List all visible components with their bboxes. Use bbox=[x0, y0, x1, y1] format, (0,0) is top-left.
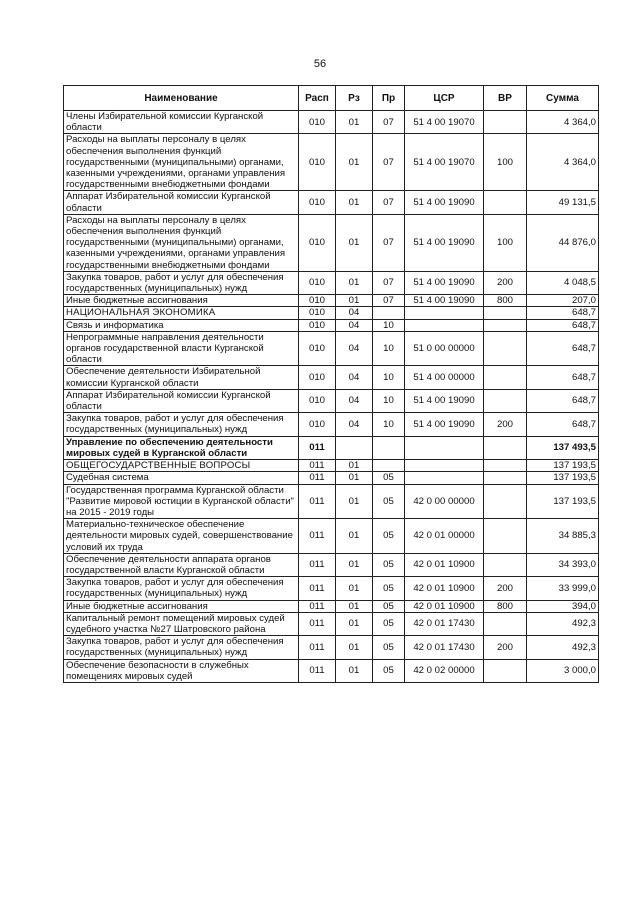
table-row bbox=[64, 389, 599, 412]
cell-rz: 01 bbox=[336, 214, 373, 271]
cell-sum: 4 364,0 bbox=[527, 134, 599, 191]
cell-rasp: 010 bbox=[299, 413, 336, 436]
table-row bbox=[64, 484, 599, 519]
cell-name: Члены Избирательной комиссии Курганской области bbox=[64, 111, 299, 134]
cell-sum: 49 131,5 bbox=[527, 191, 599, 214]
cell-vr bbox=[484, 389, 527, 412]
cell-vr bbox=[484, 519, 527, 554]
cell-rasp: 011 bbox=[299, 636, 336, 659]
table-row bbox=[64, 191, 599, 214]
cell-pr: 10 bbox=[373, 319, 405, 331]
cell-vr bbox=[484, 612, 527, 635]
cell-name: Обеспечение деятельности аппарата органов государственной власти Курганской области bbox=[64, 553, 299, 576]
cell-name: Обеспечение деятельности Избирательной комиссии Курганской области bbox=[64, 366, 299, 389]
cell-name: Иные бюджетные ассигнования bbox=[64, 600, 299, 612]
cell-pr: 05 bbox=[373, 484, 405, 519]
cell-name: Связь и информатика bbox=[64, 319, 299, 331]
cell-vr bbox=[484, 553, 527, 576]
cell-csr: 51 4 00 19090 bbox=[405, 214, 484, 271]
cell-vr bbox=[484, 366, 527, 389]
cell-name: Управление по обеспечению деятельности мировых судей в Курганской области bbox=[64, 436, 299, 459]
cell-vr: 200 bbox=[484, 413, 527, 436]
cell-pr: 07 bbox=[373, 191, 405, 214]
cell-name: Непрограммные направления деятельности органов государственной власти Курганской области bbox=[64, 331, 299, 366]
cell-name: Закупка товаров, работ и услуг для обеспечения государственных (муниципальных) нужд bbox=[64, 577, 299, 600]
cell-rasp: 010 bbox=[299, 366, 336, 389]
cell-sum: 34 885,3 bbox=[527, 519, 599, 554]
cell-csr bbox=[405, 319, 484, 331]
header-csr: ЦСР bbox=[405, 86, 484, 111]
header-pr: Пр bbox=[373, 86, 405, 111]
cell-sum: 44 876,0 bbox=[527, 214, 599, 271]
table-row bbox=[64, 600, 599, 612]
cell-rz: 01 bbox=[336, 134, 373, 191]
cell-rasp: 011 bbox=[299, 577, 336, 600]
cell-rasp: 010 bbox=[299, 295, 336, 307]
cell-sum: 394,0 bbox=[527, 600, 599, 612]
cell-pr: 05 bbox=[373, 577, 405, 600]
cell-pr: 10 bbox=[373, 331, 405, 366]
table-row bbox=[64, 331, 599, 366]
header-rasp: Расп bbox=[299, 86, 336, 111]
cell-rz: 01 bbox=[336, 600, 373, 612]
cell-sum: 137 193,5 bbox=[527, 472, 599, 484]
cell-rz: 04 bbox=[336, 389, 373, 412]
cell-sum: 648,7 bbox=[527, 307, 599, 319]
cell-vr bbox=[484, 319, 527, 331]
cell-rz: 01 bbox=[336, 577, 373, 600]
cell-pr bbox=[373, 460, 405, 472]
table-row bbox=[64, 307, 599, 319]
table-row bbox=[64, 295, 599, 307]
table-row bbox=[64, 214, 599, 271]
cell-csr: 42 0 01 17430 bbox=[405, 612, 484, 635]
cell-sum: 492,3 bbox=[527, 612, 599, 635]
cell-rasp: 010 bbox=[299, 331, 336, 366]
cell-rasp: 010 bbox=[299, 319, 336, 331]
cell-rz: 01 bbox=[336, 519, 373, 554]
cell-csr bbox=[405, 436, 484, 459]
table-row bbox=[64, 577, 599, 600]
cell-pr bbox=[373, 307, 405, 319]
cell-pr: 07 bbox=[373, 295, 405, 307]
cell-vr: 800 bbox=[484, 295, 527, 307]
header-name: Наименование bbox=[64, 86, 299, 111]
table-row bbox=[64, 271, 599, 294]
cell-rasp: 011 bbox=[299, 519, 336, 554]
cell-rz: 01 bbox=[336, 659, 373, 682]
table-row bbox=[64, 111, 599, 134]
table-row bbox=[64, 519, 599, 554]
cell-sum: 648,7 bbox=[527, 319, 599, 331]
cell-vr bbox=[484, 111, 527, 134]
cell-sum: 207,0 bbox=[527, 295, 599, 307]
cell-csr: 51 4 00 19090 bbox=[405, 389, 484, 412]
cell-rz: 01 bbox=[336, 472, 373, 484]
cell-sum: 648,7 bbox=[527, 331, 599, 366]
cell-name: Аппарат Избирательной комиссии Курганской области bbox=[64, 389, 299, 412]
cell-name: Материально-техническое обеспечение деятельности мировых судей, совершенствование условий их труда bbox=[64, 519, 299, 554]
cell-rz: 01 bbox=[336, 484, 373, 519]
cell-csr: 42 0 01 10900 bbox=[405, 577, 484, 600]
cell-sum: 648,7 bbox=[527, 366, 599, 389]
table-row bbox=[64, 319, 599, 331]
table-row bbox=[64, 659, 599, 682]
cell-csr: 42 0 00 00000 bbox=[405, 484, 484, 519]
cell-rasp: 011 bbox=[299, 436, 336, 459]
cell-sum: 648,7 bbox=[527, 413, 599, 436]
cell-pr: 05 bbox=[373, 600, 405, 612]
cell-pr: 05 bbox=[373, 553, 405, 576]
header-sum: Сумма bbox=[527, 86, 599, 111]
budget-table bbox=[63, 85, 599, 683]
cell-sum: 137 193,5 bbox=[527, 460, 599, 472]
cell-sum: 4 048,5 bbox=[527, 271, 599, 294]
cell-vr bbox=[484, 659, 527, 682]
cell-rasp: 011 bbox=[299, 659, 336, 682]
cell-name: Расходы на выплаты персоналу в целях обеспечения выполнения функций государственными (муниципальными) органами, казенными учреждениями, органами управления государственными внебюджетными фондами bbox=[64, 214, 299, 271]
cell-pr: 10 bbox=[373, 389, 405, 412]
cell-csr: 51 4 00 19090 bbox=[405, 295, 484, 307]
cell-rasp: 010 bbox=[299, 214, 336, 271]
cell-sum: 34 393,0 bbox=[527, 553, 599, 576]
cell-pr: 05 bbox=[373, 636, 405, 659]
cell-pr: 05 bbox=[373, 612, 405, 635]
cell-vr bbox=[484, 484, 527, 519]
cell-pr: 05 bbox=[373, 659, 405, 682]
table-row bbox=[64, 436, 599, 459]
cell-rz: 01 bbox=[336, 553, 373, 576]
cell-sum: 3 000,0 bbox=[527, 659, 599, 682]
cell-csr: 51 4 00 19090 bbox=[405, 191, 484, 214]
cell-rasp: 011 bbox=[299, 484, 336, 519]
cell-pr bbox=[373, 436, 405, 459]
cell-csr: 42 0 01 10900 bbox=[405, 553, 484, 576]
cell-name: Обеспечение безопасности в служебных помещениях мировых судей bbox=[64, 659, 299, 682]
cell-sum: 648,7 bbox=[527, 389, 599, 412]
cell-rasp: 011 bbox=[299, 600, 336, 612]
cell-vr: 800 bbox=[484, 600, 527, 612]
table-row bbox=[64, 636, 599, 659]
cell-rz: 04 bbox=[336, 413, 373, 436]
cell-sum: 33 999,0 bbox=[527, 577, 599, 600]
cell-csr: 51 4 00 00000 bbox=[405, 366, 484, 389]
header-vr: ВР bbox=[484, 86, 527, 111]
cell-sum: 4 364,0 bbox=[527, 111, 599, 134]
cell-name: НАЦИОНАЛЬНАЯ ЭКОНОМИКА bbox=[64, 307, 299, 319]
table-row bbox=[64, 612, 599, 635]
cell-vr bbox=[484, 191, 527, 214]
cell-name: Аппарат Избирательной комиссии Курганской области bbox=[64, 191, 299, 214]
cell-sum: 492,3 bbox=[527, 636, 599, 659]
cell-rasp: 011 bbox=[299, 553, 336, 576]
cell-pr: 05 bbox=[373, 472, 405, 484]
cell-csr: 51 4 00 19090 bbox=[405, 413, 484, 436]
cell-rasp: 011 bbox=[299, 460, 336, 472]
cell-vr: 100 bbox=[484, 214, 527, 271]
cell-name: Закупка товаров, работ и услуг для обеспечения государственных (муниципальных) нужд bbox=[64, 636, 299, 659]
cell-rasp: 010 bbox=[299, 307, 336, 319]
cell-csr bbox=[405, 472, 484, 484]
cell-csr: 51 4 00 19070 bbox=[405, 111, 484, 134]
cell-vr bbox=[484, 436, 527, 459]
cell-pr: 05 bbox=[373, 519, 405, 554]
cell-name: Государственная программа Курганской области "Развитие мировой юстиции в Курганской области" на 2015 - 2019 годы bbox=[64, 484, 299, 519]
cell-rz: 01 bbox=[336, 271, 373, 294]
cell-rasp: 011 bbox=[299, 612, 336, 635]
header-rz: Рз bbox=[336, 86, 373, 111]
cell-csr: 51 4 00 19090 bbox=[405, 271, 484, 294]
cell-rz: 01 bbox=[336, 191, 373, 214]
cell-rz: 01 bbox=[336, 612, 373, 635]
cell-rasp: 011 bbox=[299, 472, 336, 484]
cell-vr bbox=[484, 331, 527, 366]
cell-csr: 42 0 01 17430 bbox=[405, 636, 484, 659]
cell-csr bbox=[405, 307, 484, 319]
cell-sum: 137 193,5 bbox=[527, 484, 599, 519]
cell-rasp: 010 bbox=[299, 191, 336, 214]
cell-csr: 51 0 00 00000 bbox=[405, 331, 484, 366]
cell-name: Судебная система bbox=[64, 472, 299, 484]
page-number: 56 bbox=[313, 58, 327, 70]
cell-rz bbox=[336, 436, 373, 459]
cell-rz: 04 bbox=[336, 331, 373, 366]
cell-rz: 01 bbox=[336, 636, 373, 659]
table-header-row bbox=[64, 86, 599, 111]
cell-csr: 51 4 00 19070 bbox=[405, 134, 484, 191]
table-row bbox=[64, 553, 599, 576]
cell-pr: 07 bbox=[373, 134, 405, 191]
cell-rz: 04 bbox=[336, 319, 373, 331]
cell-csr bbox=[405, 460, 484, 472]
cell-rz: 04 bbox=[336, 307, 373, 319]
cell-rz: 01 bbox=[336, 295, 373, 307]
cell-pr: 07 bbox=[373, 271, 405, 294]
cell-name: Капитальный ремонт помещений мировых судей судебного участка №27 Шатровского района bbox=[64, 612, 299, 635]
cell-name: Иные бюджетные ассигнования bbox=[64, 295, 299, 307]
cell-csr: 42 0 01 00000 bbox=[405, 519, 484, 554]
cell-vr: 100 bbox=[484, 134, 527, 191]
cell-rz: 01 bbox=[336, 111, 373, 134]
table-row bbox=[64, 472, 599, 484]
cell-rasp: 010 bbox=[299, 111, 336, 134]
cell-pr: 10 bbox=[373, 366, 405, 389]
cell-rz: 01 bbox=[336, 460, 373, 472]
cell-pr: 07 bbox=[373, 214, 405, 271]
cell-name: ОБЩЕГОСУДАРСТВЕННЫЕ ВОПРОСЫ bbox=[64, 460, 299, 472]
cell-rasp: 010 bbox=[299, 134, 336, 191]
cell-vr bbox=[484, 307, 527, 319]
cell-sum: 137 493,5 bbox=[527, 436, 599, 459]
cell-name: Расходы на выплаты персоналу в целях обеспечения выполнения функций государственными (муниципальными) органами, казенными учреждениями, органами управления государственными внебюджетными фондами bbox=[64, 134, 299, 191]
cell-csr: 42 0 01 10900 bbox=[405, 600, 484, 612]
cell-vr: 200 bbox=[484, 636, 527, 659]
cell-rasp: 010 bbox=[299, 389, 336, 412]
table-row bbox=[64, 134, 599, 191]
table-row bbox=[64, 413, 599, 436]
cell-pr: 07 bbox=[373, 111, 405, 134]
table-row bbox=[64, 366, 599, 389]
cell-csr: 42 0 02 00000 bbox=[405, 659, 484, 682]
cell-vr: 200 bbox=[484, 577, 527, 600]
cell-rasp: 010 bbox=[299, 271, 336, 294]
cell-rz: 04 bbox=[336, 366, 373, 389]
cell-vr: 200 bbox=[484, 271, 527, 294]
cell-pr: 10 bbox=[373, 413, 405, 436]
cell-name: Закупка товаров, работ и услуг для обеспечения государственных (муниципальных) нужд bbox=[64, 271, 299, 294]
cell-vr bbox=[484, 460, 527, 472]
cell-name: Закупка товаров, работ и услуг для обеспечения государственных (муниципальных) нужд bbox=[64, 413, 299, 436]
table-row bbox=[64, 460, 599, 472]
cell-vr bbox=[484, 472, 527, 484]
